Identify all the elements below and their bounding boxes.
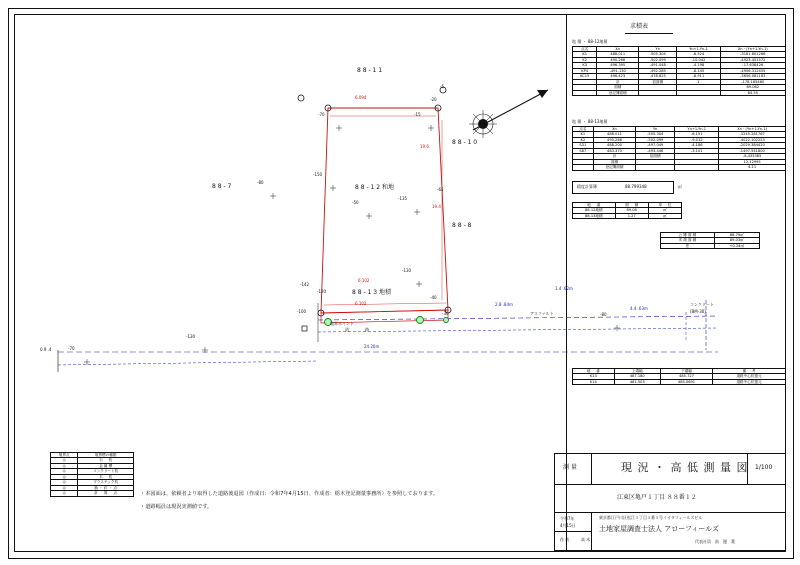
- table-cell: K1: [573, 52, 597, 57]
- top-label-underline: [625, 33, 673, 34]
- table-header-cell: 下端幅: [660, 369, 712, 374]
- spot-height-label: -80: [600, 312, 607, 317]
- table-cell: ◎: [51, 469, 78, 474]
- table-cell: -492.285: [639, 68, 677, 73]
- map-annotation: コンクリート: [690, 302, 714, 307]
- table-header-cell: Yn: [639, 47, 677, 52]
- spot-height-label: -50: [352, 200, 359, 205]
- office-address-1: 東京都江戸川区松江１丁目１番１号イオタフィールズビル: [599, 515, 703, 520]
- spot-height-label: -130: [186, 334, 196, 339]
- table-header-cell: 地 番: [573, 369, 615, 374]
- dimension-label: 4.4 .63m: [630, 306, 648, 311]
- table-cell: 483.370: [593, 148, 636, 153]
- table-cell: 1.27: [615, 213, 648, 218]
- dimension-label: 24.20m: [364, 344, 380, 349]
- table-cell: 金 属 標: [78, 463, 134, 468]
- table-header-cell: Yn: [636, 127, 675, 132]
- parcel-area-table: [572, 202, 682, 219]
- table-cell: 490.266: [597, 57, 639, 62]
- table-cell: -3656.081183: [720, 74, 785, 79]
- table-header-cell: 上端幅: [614, 369, 660, 374]
- table-cell: -502.099: [639, 57, 677, 62]
- area-table-1-title: 地 積 ・ 88-12地積: [572, 39, 608, 44]
- parcel-label: 8 8 - 7: [212, 183, 232, 190]
- table-cell: 485.0691: [660, 379, 712, 384]
- table-cell: 490.266: [593, 137, 636, 142]
- table-cell: プラスチック杭: [78, 480, 134, 485]
- table-cell: 計: [597, 79, 639, 84]
- table-cell: -17.638426: [720, 63, 785, 68]
- dimension-label: 2.8 .84m: [495, 302, 513, 307]
- office-name: 土地家屋調査士法人 アローフィールズ: [599, 525, 719, 533]
- table-cell: -491.048: [639, 63, 677, 68]
- table-row: [573, 165, 786, 170]
- table-cell: K13: [573, 374, 615, 379]
- dimension-label: 19.6: [420, 144, 429, 149]
- table-cell: 88-12地積: [573, 208, 616, 213]
- table-cell: -502.099: [636, 137, 675, 142]
- table-cell: ◎: [51, 485, 78, 490]
- signer-name: 高 木: [581, 537, 591, 542]
- note-line-1: ・本図面は、依頼者より取得した道路後退図（作成日：令和7年4月15日、作成者：栃木登記測量事務所）を参照しております。: [140, 491, 439, 497]
- parcel-label: 8 8 - 1 2 和地: [355, 184, 394, 191]
- table-cell: 88-13地積: [573, 213, 616, 218]
- table-cell: -4022.102253: [719, 137, 786, 142]
- table-cell: -8.435385: [719, 154, 786, 159]
- table-cell: [573, 90, 597, 95]
- map-annotation: (BM-30): [690, 309, 706, 314]
- table-cell: K14: [573, 379, 615, 384]
- table-row: [573, 213, 682, 218]
- table-row: [51, 491, 134, 496]
- table-header-cell: 境界点: [51, 453, 78, 458]
- table-header-cell: 地 番: [573, 203, 616, 208]
- table-cell: 89.08: [615, 208, 648, 213]
- table-cell: S31: [573, 143, 594, 148]
- table-cell: [639, 90, 677, 95]
- dimension-label: 6.094: [355, 95, 367, 100]
- table-cell: 485.727: [660, 374, 712, 379]
- table-header-cell: 点名: [573, 127, 594, 132]
- table-cell: -10.042: [677, 57, 720, 62]
- table-cell: [675, 165, 719, 170]
- table-row: [573, 90, 786, 95]
- table-cell: KC15: [573, 74, 597, 79]
- table-header-cell: Xn・(Yn+1-Yn-1): [719, 127, 786, 132]
- table-cell: -478.825: [639, 74, 677, 79]
- table-cell: ◎: [51, 474, 78, 479]
- table-cell: 12.12995: [719, 159, 786, 164]
- agent-label: 代表社員 前 邊 葉: [695, 539, 735, 544]
- map-annotation: 道 路: [345, 327, 369, 332]
- spot-height-label: -80: [257, 180, 264, 185]
- parcel-label: 8 8 - 1 3 地積: [352, 289, 391, 296]
- table-cell: K2: [573, 57, 597, 62]
- dimension-label: 0.9 .4: [40, 347, 52, 352]
- table-cell: 88.79㎡: [714, 233, 759, 238]
- spot-height-label: -100: [297, 309, 307, 314]
- table-cell: -4.198: [677, 63, 720, 68]
- table-cell: 89.03㎡: [714, 238, 759, 243]
- table-header-cell: 境界標の種類: [78, 453, 134, 458]
- table-cell: -4923.451572: [720, 57, 785, 62]
- table-header-cell: 単 位: [648, 203, 681, 208]
- spot-height-label: -65: [437, 187, 444, 192]
- dimension-label: 6.102: [355, 301, 367, 306]
- title-block: [554, 453, 786, 551]
- table-cell: K2: [573, 137, 594, 142]
- road-width-table: [572, 368, 786, 385]
- table-cell: -9.012: [675, 137, 719, 142]
- table-cell: -178.165460: [720, 79, 785, 84]
- table-cell: 実 測 面 積: [661, 238, 715, 243]
- spot-height-label: -135: [398, 196, 408, 201]
- table-cell: -505.304: [636, 132, 675, 137]
- table-cell: 計 算 点: [78, 491, 134, 496]
- table-cell: 鋲 ・ 釘 ・ 点: [78, 485, 134, 490]
- date-label-2: 4月15日: [560, 523, 576, 528]
- table-cell: 登記簿面積: [593, 165, 636, 170]
- table-row: [573, 208, 682, 213]
- table-cell: -8.145: [677, 68, 720, 73]
- table-cell: 89.082: [720, 85, 785, 90]
- table-cell: -3245.281767: [719, 132, 786, 137]
- table-header-cell: Xn: [593, 127, 636, 132]
- table-cell: 木 杭: [78, 474, 134, 479]
- table-header-cell: Yn+1-Yn-1: [675, 127, 719, 132]
- table-cell: -6.524: [677, 52, 720, 57]
- table-cell: 488.011: [593, 132, 636, 137]
- parcel-label: 8 8 - 1 0: [452, 139, 478, 146]
- table-cell: 4.11: [719, 165, 786, 170]
- table-cell: -505.304: [639, 52, 677, 57]
- table-cell: 1: [677, 79, 720, 84]
- table-cell: 488.200: [593, 143, 636, 148]
- table-cell: 496.395: [597, 63, 639, 68]
- precision-note-unit: ㎡: [678, 184, 682, 189]
- table-cell: [636, 165, 675, 170]
- table-cell: ◎: [51, 463, 78, 468]
- table-cell: -493.446: [636, 148, 675, 153]
- table-header-cell: Xn・(Yn+1-Yn-1): [720, 47, 785, 52]
- spot-height-label: -130: [402, 268, 412, 273]
- dimension-label: 6.102: [358, 278, 370, 283]
- table-cell: -497.049: [636, 143, 675, 148]
- table-cell: 倍面積: [639, 79, 677, 84]
- table-cell: 面積: [597, 85, 639, 90]
- table-cell: ㎡: [648, 208, 681, 213]
- table-header-cell: Xn: [597, 47, 639, 52]
- survey-label: 測 量: [563, 464, 577, 471]
- dimension-label: 19.4: [432, 204, 441, 209]
- table-cell: 面積: [593, 159, 636, 164]
- dimension-label: 1.4 .62m: [555, 286, 573, 291]
- date-label-1: 令和7年: [560, 516, 575, 521]
- table-cell: S87: [573, 148, 594, 153]
- table-cell: 496.423: [597, 74, 639, 79]
- table-cell: -491.130: [597, 68, 639, 73]
- table-cell: [677, 90, 720, 95]
- table-cell: -8.911: [677, 74, 720, 79]
- drawing-title: 現 況 ・ 高 低 測 量 図: [621, 461, 749, 474]
- scale-value: 1/100: [755, 464, 773, 471]
- spot-height-label: -20: [430, 97, 437, 102]
- table-cell: -3.101: [675, 148, 719, 153]
- spot-height-label: -15: [414, 112, 421, 117]
- parcel-label: 8 8 - 8: [452, 222, 472, 229]
- table-row: [573, 379, 786, 384]
- spot-height-label: -30: [442, 311, 449, 316]
- table-cell: 倍面積: [636, 154, 675, 159]
- precision-note-value: 88.799348: [625, 184, 647, 189]
- table-cell: 道路中心杭復元: [713, 379, 786, 384]
- table-cell: [573, 165, 594, 170]
- table-cell: 488.011: [597, 52, 639, 57]
- table-cell: 計: [593, 154, 636, 159]
- table-row: [661, 243, 760, 248]
- spot-height-label: -120: [317, 289, 327, 294]
- spot-height-label: -150: [313, 172, 323, 177]
- spot-height-label: -70: [68, 346, 75, 351]
- table-cell: ㎡: [648, 213, 681, 218]
- spot-height-label: -40: [430, 295, 437, 300]
- map-annotation: アスファルト: [530, 311, 554, 316]
- precision-note-label: 精度計算簿: [577, 184, 597, 189]
- parcel-label: 8 8 - 1 1: [357, 67, 383, 74]
- table-header-cell: 点名: [573, 47, 597, 52]
- table-cell: 487.180: [614, 374, 660, 379]
- table-cell: -6.151: [675, 132, 719, 137]
- table-cell: 石 杭: [78, 458, 134, 463]
- table-cell: K1: [573, 132, 594, 137]
- spot-height-label: -142: [300, 282, 310, 287]
- table-cell: 84.55: [720, 90, 785, 95]
- table-cell: K3: [573, 63, 597, 68]
- table-cell: -2029.384420: [719, 143, 786, 148]
- table-cell: -1497.541800: [719, 148, 786, 153]
- table-cell: KP4: [573, 68, 597, 73]
- top-label: 求積表: [630, 23, 649, 30]
- area-summary-table: [660, 232, 760, 249]
- table-cell: 公 簿 面 積: [661, 233, 715, 238]
- table-cell: 登記簿面積: [597, 90, 639, 95]
- table-cell: +0.24㎡: [714, 243, 759, 248]
- table-cell: -4906.312455: [720, 68, 785, 73]
- table-cell: -4.186: [675, 143, 719, 148]
- table-cell: 481.503: [614, 379, 660, 384]
- table-cell: ◎: [51, 480, 78, 485]
- table-cell: ◎: [51, 491, 78, 496]
- area-table-2: [572, 126, 786, 171]
- table-header-cell: Yn+1-Yn-1: [677, 47, 720, 52]
- table-cell: 道路中心杭復元: [713, 374, 786, 379]
- note-line-2: ・道路幅員は現況実測値です。: [140, 504, 213, 510]
- signer-label: 作 成: [560, 537, 570, 542]
- spot-height-label: -5: [440, 84, 444, 89]
- table-cell: 差: [661, 243, 715, 248]
- map-annotation: 境界ポイント: [330, 321, 354, 326]
- table-header-cell: 面 積: [615, 203, 648, 208]
- table-header-cell: 備 考: [713, 369, 786, 374]
- area-table-1: [572, 46, 786, 96]
- address-label: 江東区亀戸１丁目 ８８番１２: [617, 494, 697, 501]
- area-table-2-title: 地 積 ・ 88-13地積: [572, 119, 608, 124]
- table-cell: ◎: [51, 458, 78, 463]
- survey-map: [18, 20, 568, 460]
- table-cell: -3181.801266: [720, 52, 785, 57]
- spot-height-label: -70: [318, 112, 325, 117]
- table-cell: コンクリート杭: [78, 469, 134, 474]
